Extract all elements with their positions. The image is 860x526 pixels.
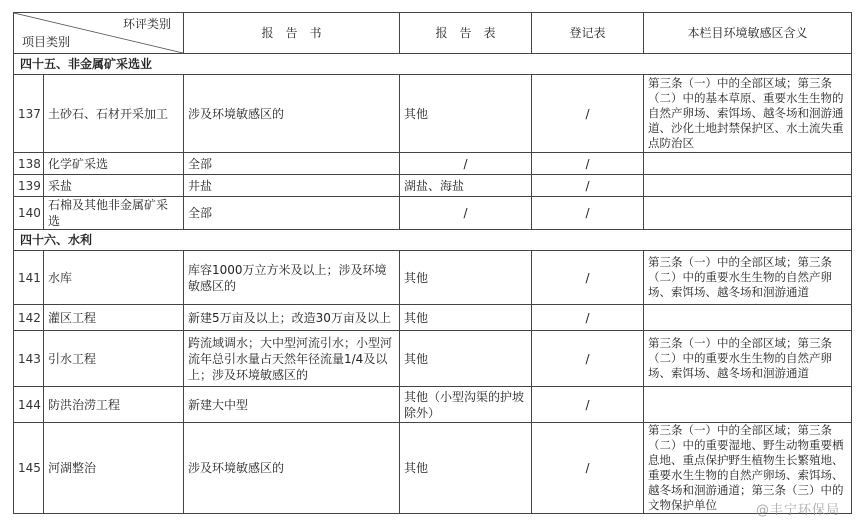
report-book-cell: 井盐: [184, 175, 400, 197]
header-sensitive-area-meaning: 本栏目环境敏感区含义: [644, 13, 852, 54]
report-book-cell: 涉及环境敏感区的: [184, 423, 400, 514]
report-book-cell: 新建5万亩及以上；改造30万亩及以上: [184, 305, 400, 331]
report-table-cell: 其他: [400, 423, 532, 514]
header-report-table: 报 告 表: [400, 13, 532, 54]
item-number: 145: [14, 423, 44, 514]
table-row: [14, 153, 852, 175]
section-header-row: [14, 54, 852, 75]
item-number: 139: [14, 175, 44, 197]
project-name: 石棉及其他非金属矿采选: [44, 197, 184, 230]
project-name: 防洪治涝工程: [44, 387, 184, 423]
report-book-cell: 全部: [184, 153, 400, 175]
project-name: 河湖整治: [44, 423, 184, 514]
report-table-cell: 湖盐、海盐: [400, 175, 532, 197]
register-cell: /: [532, 153, 644, 175]
report-table-cell: 其他: [400, 75, 532, 153]
item-number: 143: [14, 331, 44, 387]
header-report-book: 报 告 书: [184, 13, 400, 54]
table-row: [14, 305, 852, 331]
register-cell: /: [532, 331, 644, 387]
item-number: 144: [14, 387, 44, 423]
project-name: 采盐: [44, 175, 184, 197]
sensitive-area-cell: 第三条（一）中的全部区域；第三条（二）中的重要水生生物的自然产卵场、索饵场、越冬场和洄游通道: [644, 331, 852, 387]
section-title: 四十五、非金属矿采选业: [14, 54, 852, 75]
item-number: 142: [14, 305, 44, 331]
report-table-cell: 其他: [400, 305, 532, 331]
table-row: [14, 175, 852, 197]
sensitive-area-cell: [644, 153, 852, 175]
register-cell: /: [532, 75, 644, 153]
project-name: 化学矿采选: [44, 153, 184, 175]
sensitive-area-cell: 第三条（一）中的全部区域；第三条（二）中的重要水生生物的自然产卵场、索饵场、越冬场和洄游通道: [644, 251, 852, 305]
project-name: 水库: [44, 251, 184, 305]
report-table-cell: 其他: [400, 251, 532, 305]
table-row: [14, 197, 852, 230]
table-row: [14, 331, 852, 387]
section-header-row: [14, 230, 852, 251]
register-cell: /: [532, 251, 644, 305]
item-number: 140: [14, 197, 44, 230]
header-register-form: 登记表: [532, 13, 644, 54]
register-cell: /: [532, 423, 644, 514]
report-table-cell: 其他（小型沟渠的护坡除外）: [400, 387, 532, 423]
watermark: @丰宁环保局: [755, 503, 840, 518]
item-number: 141: [14, 251, 44, 305]
table-row: [14, 75, 852, 153]
header-eia-category: 环评类别: [122, 17, 171, 31]
report-book-cell: 新建大中型: [184, 387, 400, 423]
table-row: [14, 423, 852, 514]
section-title: 四十六、水利: [14, 230, 852, 251]
table-header-row: [14, 13, 852, 54]
item-number: 138: [14, 153, 44, 175]
sensitive-area-cell: [644, 387, 852, 423]
project-name: 引水工程: [44, 331, 184, 387]
table-row: [14, 387, 852, 423]
project-name: 灌区工程: [44, 305, 184, 331]
sensitive-area-cell: 第三条（一）中的全部区域；第三条（二）中的重要湿地、野生动物重要栖息地、重点保护野生植物生长繁殖地、重要水生生物的自然产卵场、索饵场、越冬场和洄游通道；第三条（三）中的文物保护单位: [644, 423, 852, 514]
register-cell: /: [532, 175, 644, 197]
report-book-cell: 涉及环境敏感区的: [184, 75, 400, 153]
report-book-cell: 库容1000万立方米及以上；涉及环境敏感区的: [184, 251, 400, 305]
sensitive-area-cell: [644, 197, 852, 230]
sensitive-area-cell: [644, 175, 852, 197]
project-name: 土砂石、石材开采加工: [44, 75, 184, 153]
item-number: 137: [14, 75, 44, 153]
sensitive-area-cell: 第三条（一）中的全部区域；第三条（二）中的基本草原、重要水生生物的自然产卵场、索饵场、越冬场和洄游通道、沙化土地封禁保护区、水土流失重点防治区: [644, 75, 852, 153]
register-cell: /: [532, 387, 644, 423]
register-cell: /: [532, 197, 644, 230]
register-cell: /: [532, 305, 644, 331]
header-project-category: 项目类别: [22, 35, 71, 49]
table-row: [14, 251, 852, 305]
report-table-cell: /: [400, 153, 532, 175]
sensitive-area-cell: [644, 305, 852, 331]
report-book-cell: 全部: [184, 197, 400, 230]
report-table-cell: /: [400, 197, 532, 230]
report-book-cell: 跨流域调水；大中型河流引水；小型河流年总引水量占天然年径流量1/4及以上；涉及环境敏感区的: [184, 331, 400, 387]
header-corner-cell: [14, 13, 184, 54]
report-table-cell: 其他: [400, 331, 532, 387]
eia-classification-table: [13, 12, 852, 514]
